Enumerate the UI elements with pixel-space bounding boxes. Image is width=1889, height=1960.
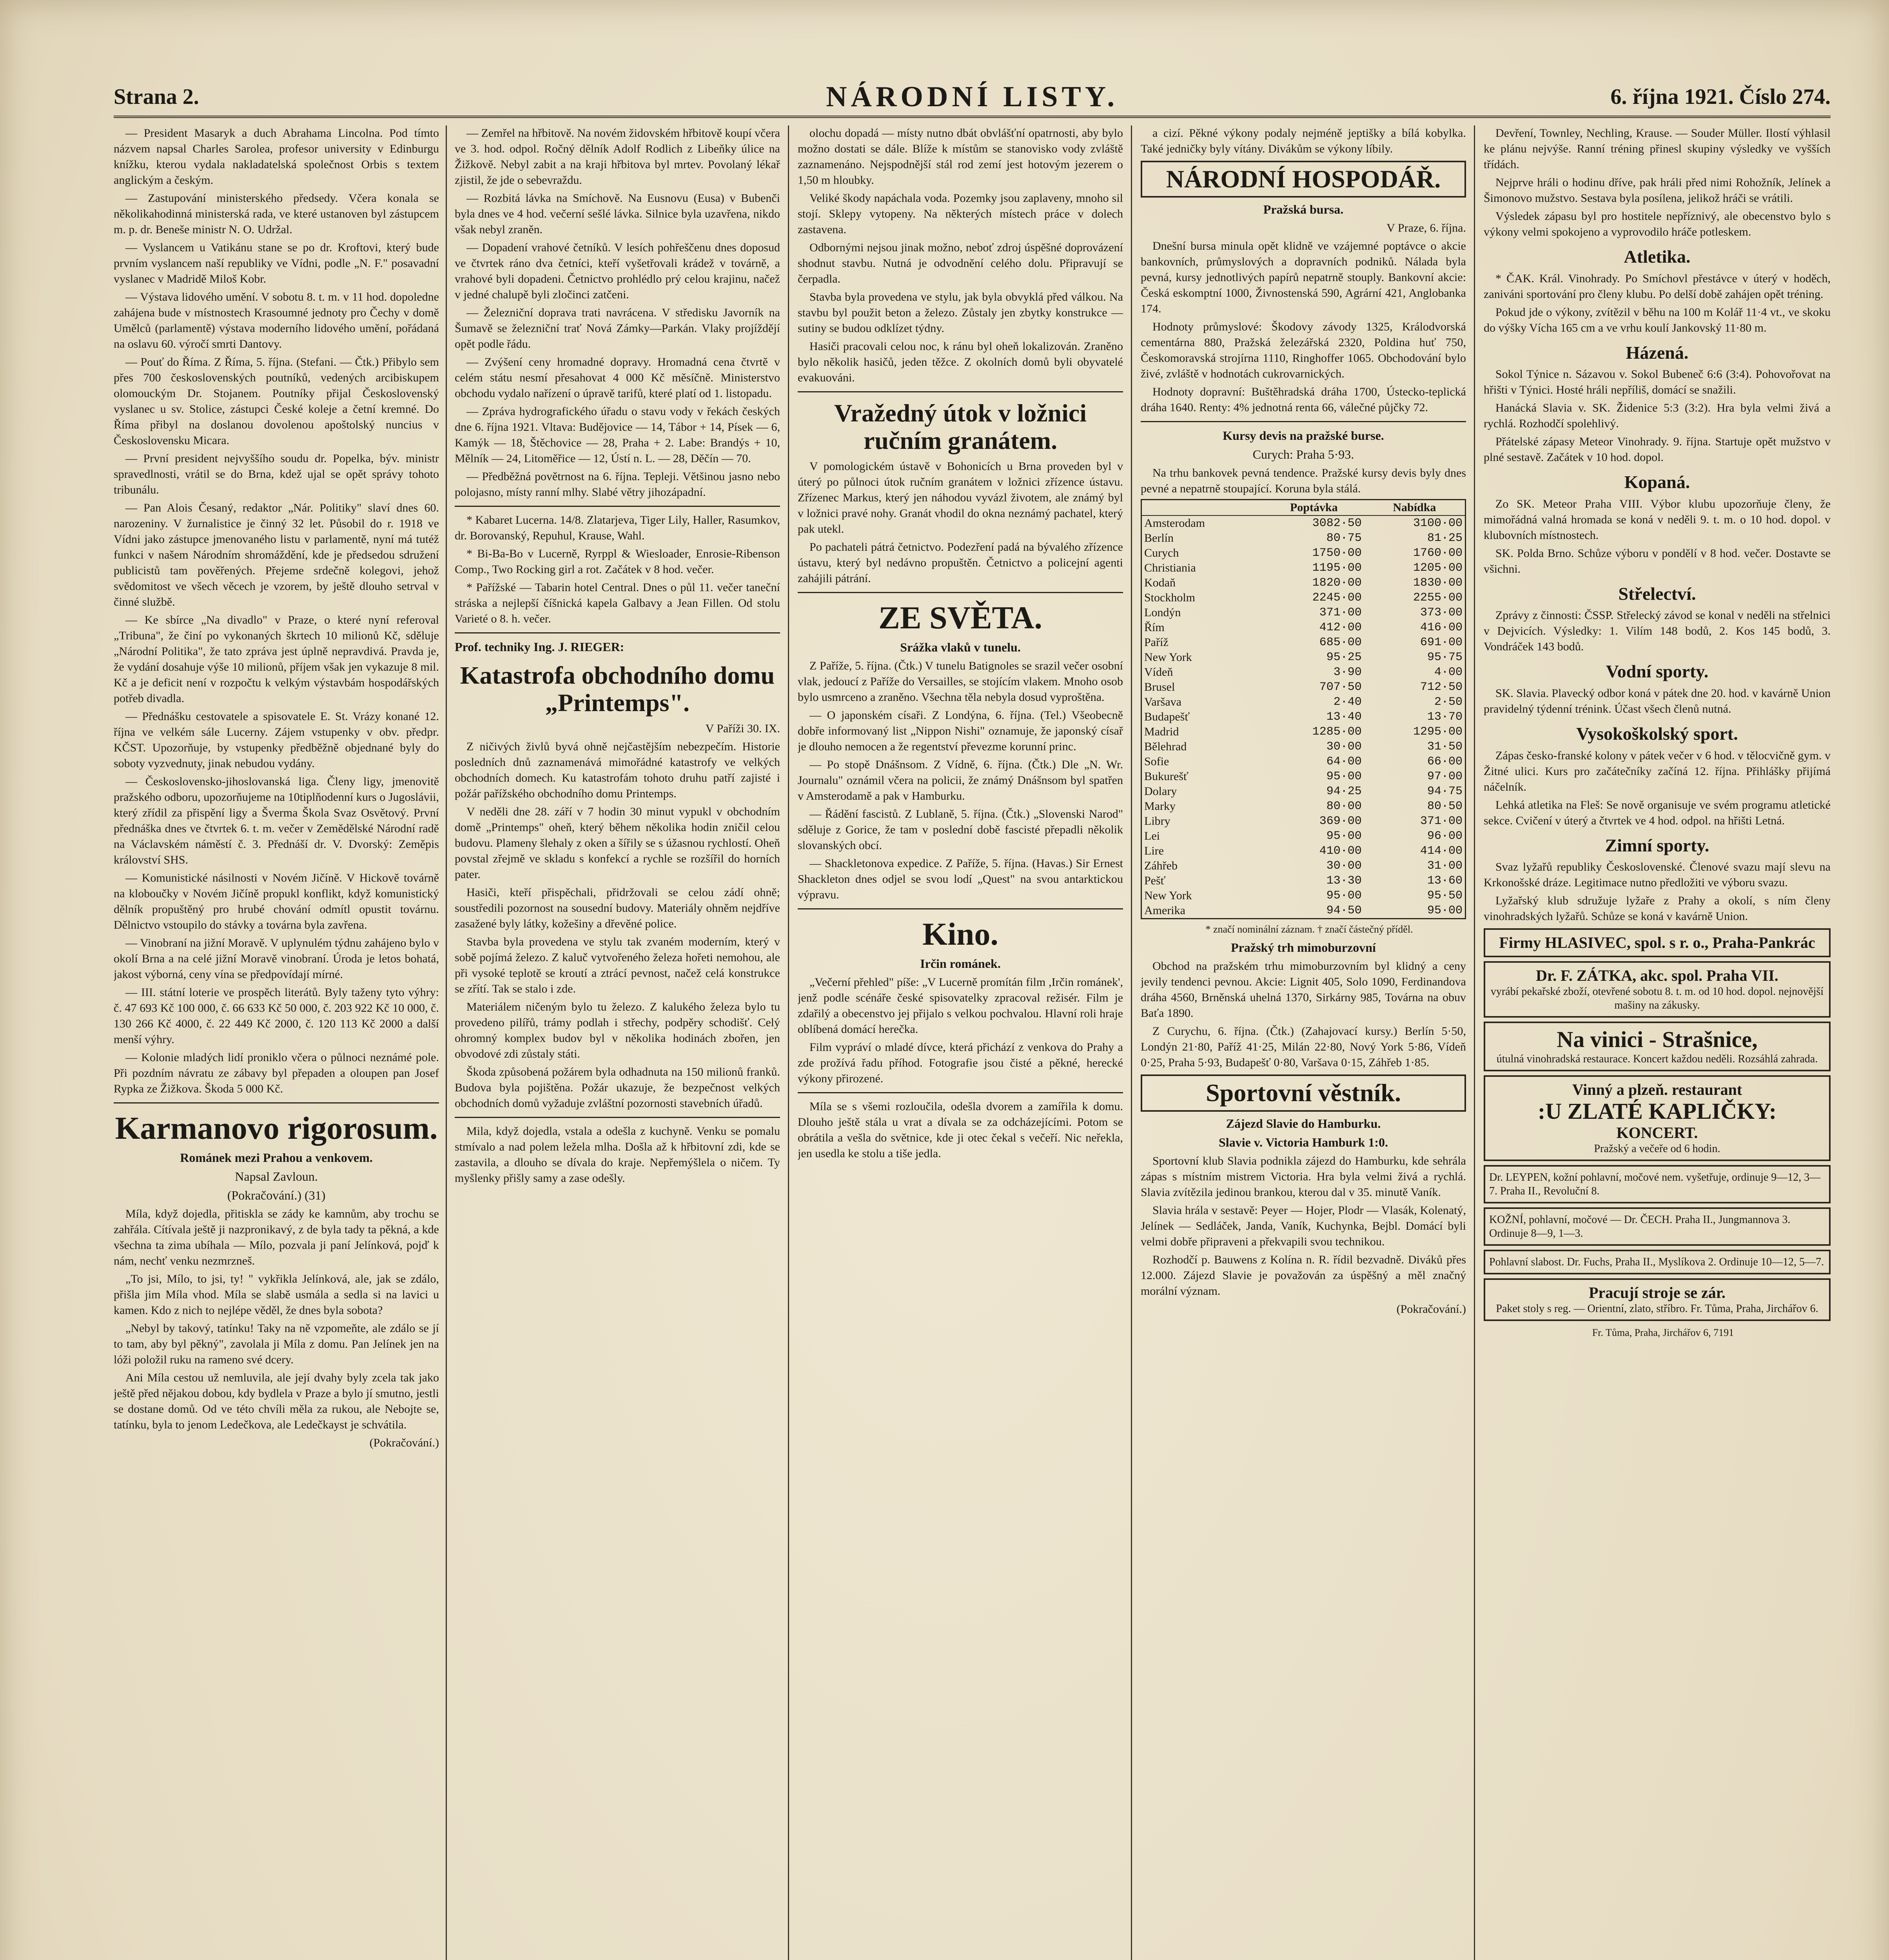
rate-value: 95·75 [1427, 651, 1463, 664]
sport-item: Pokud jde o výkony, zvítězil v běhu na 100 m Kolář 11·4 vt., ve skoku do výšky Vícha 165 cm a ve vrhu koulí Jankovský 11·80 m. [1484, 305, 1831, 334]
table-row [1141, 754, 1466, 769]
article-paragraph: Po pachateli pátrá četnictvo. Podezření padá na bývalého zřízence ústavu, který byl nedávno propuštěn. Četnictvo a policejní agenti zahájili pátrání. [798, 540, 1123, 585]
currency-name: Amerika [1144, 904, 1185, 917]
column-rule [788, 125, 789, 1960]
rate-value: 410·00 [1319, 844, 1362, 858]
article-paragraph: Škoda způsobená požárem byla odhadnuta na 150 milionů franků. Budova byla pojištěna. Požár ukazuje, že bezpečnost velkých obchodních domů vyžaduje zvláštní pozornosti stavebních úřadů. [455, 1065, 780, 1110]
rate-value: 95·00 [1427, 904, 1463, 918]
section-header-box [1141, 1074, 1466, 1111]
column-rule [1131, 125, 1132, 1960]
sport-item: Zo SK. Meteor Praha VIII. Výbor klubu upozorňuje členy, že mimořádná valná hromada se koná v neděli 9. t. m. o 10 hod. dopol. v klubovních místnostech. [1484, 497, 1831, 542]
sport-item: SK. Slavia. Plavecký odbor koná v pátek dne 20. hod. v kavárně Union pravidelný týdenní trénink. Účast všech členů nutná. [1484, 686, 1831, 715]
rate-value: 369·00 [1319, 815, 1362, 828]
currency-name: New York [1144, 651, 1192, 664]
rate-value: 64·00 [1326, 755, 1362, 769]
article-paragraph: V pomologickém ústavě v Bohonicích u Brna proveden byl v úterý po půlnoci útok ručním granátem v ložnici zřízence ústavu. Zřízenec Markus, který jen náhodou vyvázl životem, ale známý byl v ložnici pravé nohy. Granát vhodil do okna neznámý pachatel, který pak utekl. [798, 459, 1123, 535]
rate-value: 1750·00 [1312, 546, 1362, 560]
serial-paragraph: „Nebyl by takový, tatínku! Taky na ně vzpomeňte, ale zdálo se jí to tam, aby byl pěkný", zavolala ji Míla z domu. Pan Jelínek jen na lóži položil ruku na rameno své dcery. [114, 1322, 439, 1367]
page-number: Strana 2. [114, 85, 199, 109]
article-paragraph: „Večerní přehled" píše: „V Lucerně promítán film ,Irčin románek', jenž podle scénáře české spisovatelky zpracoval režisér. Film je zdařilý a obecenstvo jej přijalo s velkou pochvalou. Hlavní roli hraje oblíbená domácí herečka. [798, 976, 1123, 1036]
newspaper-title: NÁRODNÍ LISTY. [826, 81, 1118, 113]
news-item: — III. státní loterie ve prospěch literátů. Byly taženy tyto výhry: č. 47 693 Kč 100 000, č. 66 633 Kč 50 000, č. 203 922 Kč 10 000, č. 130 266 Kč 4000, č. 22 449 Kč 2000, č. 120 113 Kč 2000 a další menší výhry. [114, 986, 439, 1046]
rate-value: 95·50 [1427, 889, 1463, 903]
news-item: — Rozbitá lávka na Smíchově. Na Eusnovu (Eusa) v Bubenči byla dnes ve 4 hod. večerní sešlé lávka. Silnice byla uzavřena, nikdo však nebyl zraněn. [455, 192, 780, 236]
table-row [1141, 873, 1466, 888]
table-body [1141, 515, 1466, 919]
serial-title: Karmanovo rigorosum. [115, 1110, 438, 1146]
serial-paragraph: „To jsi, Mílo, to jsi, ty! " vykřikla Jelínková, ale, jak se zdálo, přišla jim Míla vhod. Míla se slabě usmála a sedla si na lavici u kamen. Kdo z nich to nejlépe věděl, že dnes byla sobota? [114, 1272, 439, 1317]
rate-value: 13·60 [1427, 874, 1463, 888]
table-row [1141, 620, 1466, 635]
news-item: — Československo-jihoslovanská liga. Členy ligy, jmenovitě pražského odboru, upozorňujeme na 10tiplňodenní kurs o Jugoslávii, který zřídil za přispění ligy a Šverma Škola Svaz Osvětový. První přednáška dnes ve čtvrtek 6. t. m. večer v Zemědělské Národní radě na Václavském náměstí č. 3. Přednáší dr. V. Dvorský: Zeměpis království SHS. [114, 775, 439, 866]
rate-value: 1205·00 [1413, 561, 1463, 575]
currency-name: Christiania [1144, 561, 1196, 575]
section-divider [1141, 421, 1466, 422]
rate-value: 81·25 [1427, 532, 1463, 545]
continuation-note: (Pokračování.) [1396, 1302, 1466, 1316]
rate-value: 1285·00 [1312, 725, 1362, 739]
rate-value: 416·00 [1420, 621, 1463, 635]
ad-text: Paket stoly s reg. — Orientní, zlato, stříbro. Fr. Tůma, Praha, Jirchářov 6. [1496, 1302, 1818, 1315]
ad-text: Pražský a večeře od 6 hodin. [1594, 1142, 1720, 1155]
rate-value: 95·00 [1326, 770, 1362, 784]
advertisement [1484, 961, 1831, 1018]
article-paragraph: Devření, Townley, Nechling, Krause. — Souder Müller. Ilostí výhlasil ke plánu nejvýše. Ranní tréning přinesl skupiny výsledky ve vyšších třídách. [1484, 127, 1831, 171]
rate-value: 3·90 [1333, 666, 1362, 679]
serial-paragraph: Ani Míla cestou už nemluvila, ale její dvahy byly zcela tak jako ještě před nějakou dobou, kdy bydlela v Praze a bylo jí smutno, jestli se dostane domů. Od ve této chvíli měla za rukou, ale Nebojte se, tatínku, byla to jenom Ledečkova, ale Ledečkayst je schvátila. [114, 1371, 439, 1432]
table-row [1141, 680, 1466, 695]
sport-section-title: Vodní sporty. [1606, 661, 1709, 682]
article-paragraph: Veliké škody napáchala voda. Pozemky jsou zaplaveny, mnoho sil stojí. Sklepy vytopeny. Na některých místech práce v dolech zastavena. [798, 192, 1123, 236]
rate-value: 95·25 [1326, 651, 1362, 664]
table-footnote: * značí nominální záznam. † značí částečný příděl. [1205, 924, 1413, 935]
news-item: — Zastupování ministerského předsedy. Včera konala se několikahodinná ministerská rada, ve které ustanoven byl zástupcem m. p. dr. Beneše ministr N. O. Udržal. [114, 192, 439, 236]
column-1 [114, 125, 439, 1960]
serial-paragraph: Míla, když dojedla, přitiskla se zády ke kamnům, aby trochu se zahřála. Cítívala ještě ji nazpronikavý, z de byla tady ta pěkná, a kde všechna ta zima ubíhala — Mílo, pozvala ji paní Jelínková, pojď k nám, nechť venku nezmrzneš. [114, 1207, 439, 1268]
article-paragraph: Odbornými nejsou jinak možno, neboť zdroj úspěšné doprovázení shodnut stavbu. Nutná je odvodnění celého dolu. Připravují se čerpadla. [798, 241, 1123, 285]
article-title: Vražedný útok v ložnici ručním granátem. [834, 399, 1087, 455]
news-item: — Předběžná povětrnost na 6. října. Tepleji. Většinou jasno nebo polojasno, místy ranní mlhy. Slabé větry jihozápadní. [455, 470, 780, 499]
currency-name: Vídeň [1144, 666, 1173, 679]
article-paragraph: Dnešní bursa minula opět klidně ve vzájemné poptávce o akcie bankovních, průmyslových a dopravních podniků. Nálada byla pevná, kursy jednotlivých papírů nepatrně stouply. Bankovní akcie: Česká eskomptní 1000, Živnostenská 590, Agrární 421, Anglobanka 174. [1141, 240, 1466, 316]
rate-value: 13·30 [1326, 874, 1362, 888]
rate-value: 80·50 [1427, 800, 1463, 813]
table-row [1141, 799, 1466, 814]
table-row [1141, 784, 1466, 799]
ad-company-name: Dr. F. ZÁTKA, akc. spol. Praha VII. [1536, 967, 1778, 985]
rate-value: 30·00 [1326, 859, 1362, 873]
currency-name: Varšava [1144, 695, 1181, 709]
sport-section-title: Střelectví. [1618, 583, 1696, 604]
table-row [1141, 590, 1466, 605]
table-row [1141, 739, 1466, 754]
continuation-note: (Pokračování.) [369, 1436, 439, 1450]
article-title: Katastrofa obchodního domu „Printemps". [460, 661, 775, 717]
rate-value: 94·25 [1326, 785, 1362, 799]
table-row [1141, 650, 1466, 665]
sport-section-title: Atletika. [1624, 247, 1691, 267]
world-news-item: — Po stopě Dnášnsom. Z Vídně, 6. října. (Čtk.) Dle „N. Wr. Journalu" oznámil včera na policii, že známý Dnášnsom byl spatřen v Amsterodamě a pak v Hamburku. [798, 758, 1123, 802]
news-item: — Dopadení vrahové četníků. V lesích pohřeščenu dnes doposud ve čtvrtek ráno dva četníci, kteří vyšetřovali krádež v továrně, a vrahové byli dopadeni. Četnictvo prohlédlo prý celou krajinu, načež v jedné chalupě byli zločinci zatčeni. [455, 241, 780, 301]
section-title: Sportovní věstník. [1206, 1079, 1401, 1107]
section-divider [798, 1092, 1123, 1093]
currency-name: Stockholm [1144, 591, 1196, 604]
article-subtitle: Kursy devis na pražské burse. [1223, 428, 1384, 443]
news-item: — Zvýšení ceny hromadné dopravy. Hromadná cena čtvrtě v celém státu nesmí přesahovat 4 000 Kč měsíčně. Ministerstvo obchodu vydalo nařízení o úpravě tarifů, které platí od 1. listopadu. [455, 356, 780, 400]
article-paragraph: Na trhu bankovek pevná tendence. Pražské kursy devis byly dnes pevné a nepatrně stoupající. Koruna byla stálá. [1141, 466, 1466, 495]
rate-value: 31·00 [1427, 859, 1463, 873]
ad-headline: Pracují stroje se zár. [1589, 1283, 1726, 1301]
news-item: — Ke sbírce „Na divadlo" v Praze, o které nyní referoval „Tribuna", že činí po vykonaných škrtech 10 milionů Kč, sděluje „Národní Politika", že tato zpráva jest úplně nepravdivá. Pravda je, že vydání dosahuje výše 10 milionů, příjem však jen vykazuje 8 mil. Kč a je deficit není v rozpočtu k velkým výstavbám hospodářských potřeb divadla. [114, 613, 439, 705]
sport-item: Zápas česko-franské kolony v pátek večer v 6 hod. v tělocvičně gym. v Žitné ulici. Kurs pro začátečníky začíná 12. října. Přihlášky přijímá náčelník. [1484, 749, 1831, 793]
rate-value: 691·00 [1420, 636, 1463, 650]
serial-paragraph: Mila, když dojedla, vstala a odešla z kuchyně. Venku se pomalu stmívalo a nad polem ležela mlha. Došla až k hřbitovní zdi, kde se zastavila, a dlouho se dívala do kraje. Nepřemýšlela o ničem. Ty myšlenky přišly samy a zase odešly. [455, 1124, 780, 1185]
news-item: — Pan Alois Česaný, redaktor „Nár. Politiky" slaví dnes 60. narozeniny. V žurnalistice je činný 32 let. Působil do r. 1918 ve Vídni jako zástupce jmenovaného listu v parlamentě, nyní má tutéž funkci v našem Národním shromáždění, kde je předsedou sdružení publicistů tam pověřených. Přejeme srdečně kolegovi, jehož svědomitost ve všech věcech je vzorem, by ještě dlouho setrval v činné službě. [114, 501, 439, 608]
column-4 [1141, 125, 1466, 1960]
rate-value: 371·00 [1319, 606, 1362, 620]
rate-value: 66·00 [1427, 755, 1463, 769]
sport-section-title: Vysokoškolský sport. [1576, 723, 1738, 744]
news-item: — Přednášku cestovatele a spisovatele E. St. Vrázy konané 12. října ve velkém sále Lucerny. Zájem vstupenky v obv. předpr. KČST. Upozorňuje, by vstupenky předběžně objednané byly do soboty vyzvednuty, jinak nebudou vydány. [114, 710, 439, 770]
ad-text: KOŽNÍ, pohlavní, močové — Dr. ČECH. Praha II., Jungmannova 3. Ordinuje 8—9, 1—3. [1489, 1213, 1791, 1240]
rate-value: 1820·00 [1312, 576, 1362, 590]
currency-name: Libry [1144, 815, 1170, 828]
article-paragraph: Film vypráví o mladé dívce, která přichází z venkova do Prahy a zde prožívá řadu příhod. Fotografie jsou čisté a pěkné, herecké výkony přirozené. [798, 1041, 1123, 1085]
section-divider [798, 592, 1123, 593]
article-subtitle: Irčin románek. [920, 956, 1001, 971]
currency-name: Paříž [1144, 636, 1169, 649]
ad-text: útulná vinohradská restaurace. Koncert každou neděli. Rozsáhlá zahrada. [1496, 1053, 1818, 1065]
advertisement [1484, 1075, 1831, 1161]
section-header-box [1141, 161, 1466, 198]
rate-value: 414·00 [1420, 844, 1463, 858]
rate-value: 30·00 [1326, 740, 1362, 754]
article-subtitle: Srážka vlaků v tunelu. [900, 640, 1021, 654]
rate-value: 13·70 [1427, 710, 1463, 724]
news-item: — Výstava lidového umění. V sobotu 8. t. m. v 11 hod. dopoledne zahájena bude v místnostech Krasoumné jednoty pro Čechy v domě Umělců (parlamentě) výstava moderního lidového umění, pořádaná na oslavu 60. výročí smrti Dantovy. [114, 290, 439, 350]
currency-name: Dolary [1144, 785, 1177, 798]
section-divider [455, 1117, 780, 1118]
article-paragraph: olochu dopadá — místy nutno dbát obvlášťní opatrnosti, aby bylo možno dostati se dále. Blíže k místům se stanovisko vody zvláště zaznamenáno. Nejspodnější stál rod zemí jest hotovým jezerem o 1,50 m hloubky. [798, 127, 1123, 187]
rate-value: 2·50 [1434, 695, 1463, 709]
column-5 [1484, 125, 1831, 1960]
article-paragraph: a cizí. Pěkné výkony podaly nejméně jeptišky a bílá kobylka. Také jedničky byly vítány. Divákům se výkony líbily. [1141, 127, 1466, 155]
rate-value: 371·00 [1420, 815, 1463, 828]
news-item: — Železniční doprava trati navrácena. V středisku Javorník na Šumavě se železniční trať Nová Zámky—Parkán. Vlaky projíždějí opět podle řádu. [455, 306, 780, 350]
table-header [1141, 500, 1264, 516]
news-item: — Vyslancem u Vatikánu stane se po dr. Kroftovi, který bude prvním vyslancem naší republiky ve Vídni, podle „N. F." posavadní vyslanec v Madridě Miloš Kobr. [114, 241, 439, 285]
advertisement [1484, 1250, 1831, 1274]
sport-item: SK. Polda Brno. Schůze výboru v pondělí v 8 hod. večer. Dostavte se všichni. [1484, 546, 1831, 575]
sport-item: Zprávy z činnosti: ČSSP. Střelecký závod se konal v neděli na střelnici v Dejvicích. Výsledky: 1. Vilím 148 bodů, 2. Kos 145 bodů, 3. Vondráček 143 bodů. [1484, 609, 1831, 653]
news-item: — Zpráva hydrografického úřadu o stavu vody v řekách českých dne 6. října 1921. Vltava: Budějovice — 14, Tábor + 14, Písek — 6, Kamýk — 18, Štěchovice — 28, Praha + 2. Labe: Brandýs + 10, Mělník — 24, Litoměřice — 12, Ústí n. L. — 28, Děčín — 70. [455, 405, 780, 465]
rate-value: 1295·00 [1413, 725, 1463, 739]
news-item: — První president nejvyššího soudu dr. Popelka, býv. ministr spravedlnosti, vrátil se do Brna, kdež ujal se opět správy tohoto tribunálu. [114, 452, 439, 496]
article-paragraph: Z ničivých živlů byvá ohně nejčastějším nebezpečím. Historie posledních dnů zaznamenává mimořádné katastrofy ve velkých obchodních domech. Ku katastrofám tohoto druhu patří zajisté i požár pařížského obchodního domu Printemps. [455, 740, 780, 800]
exchange-rates-table [1141, 499, 1466, 919]
currency-name: Marky [1144, 800, 1176, 813]
world-news-item: Z Paříže, 5. října. (Čtk.) V tunelu Batignoles se srazil večer osobní vlak, jedoucí z Paříže do Versailles, se stojícím vlakem. Mnoho osob bylo usmrceno a zraněno. Všechna těla nebyla dosud vyproštěna. [798, 659, 1123, 704]
rate-value: 94·75 [1427, 785, 1463, 799]
rate-value: 3100·00 [1413, 517, 1463, 530]
rate-value: 94·50 [1326, 904, 1362, 918]
sport-section-title: Kopaná. [1624, 472, 1690, 492]
sport-item: Přátelské zápasy Meteor Vinohrady. 9. října. Startuje opět mužstvo v plné sestavě. Začátek v 10 hod. dopol. [1484, 435, 1831, 464]
table-row [1141, 858, 1466, 873]
table-row [1141, 575, 1466, 590]
table-row [1141, 605, 1466, 620]
section-title: Kino. [922, 916, 998, 952]
table-row [1141, 710, 1466, 724]
table-row [1141, 829, 1466, 844]
ad-company-name: Firmy HLASIVEC, spol. s r. o., Praha-Pankrác [1499, 934, 1815, 952]
currency-name: New York [1144, 889, 1192, 902]
sport-item: Lehká atletika na Fleš: Se nově organisuje ve svém programu atletické sekce. Cvičení v úterý a čtvrtek ve 4 hod. odpol. na hřišti Letná. [1484, 798, 1831, 827]
rate-value: 3082·50 [1312, 517, 1362, 530]
table-row [1141, 769, 1466, 784]
currency-name: Curych [1144, 546, 1179, 560]
entertainment-ad: * Bi-Ba-Bo v Lucerně, Ryrppl & Wiesloader, Enrosie-Ribenson Comp., Two Rocking girl a rot. Začátek v 8 hod. večer. [455, 547, 780, 576]
rate-value: 1195·00 [1312, 561, 1362, 575]
currency-name: Pešť [1144, 874, 1166, 887]
column-2 [455, 125, 780, 1960]
article-subtitle: Pražská bursa. [1263, 202, 1344, 217]
advertisement [1484, 1022, 1831, 1071]
rate-value: 712·50 [1420, 681, 1463, 694]
currency-name: Londýn [1144, 606, 1181, 619]
sport-item: Hanácká Slavia v. SK. Židenice 5:3 (3:2). Hra byla velmi živá a rychlá. Rozhodčí spolehlivý. [1484, 401, 1831, 430]
ad-text: Dr. LEYPEN, kožní pohlavní, močové nem. vyšetřuje, ordinuje 9—12, 3—7. Praha II., Revoluční 8. [1489, 1171, 1821, 1197]
currency-name: Záhřeb [1144, 859, 1178, 873]
article-paragraph: V neděli dne 28. září v 7 hodin 30 minut vypukl v obchodním domě „Printemps" oheň, který během několika hodin zničil celou budovu. Plameny šlehaly z oken a šířily se s úžasnou rychlostí. Oheň povstal zřejmě ve skladu s konfekcí a rychle se rozšířil do horních pater. [455, 805, 780, 881]
footer-note: Fr. Tůma, Praha, Jirchářov 6, 7191 [1592, 1327, 1734, 1338]
currency-name: Sofie [1144, 755, 1169, 768]
ad-line: KONCERT. [1616, 1123, 1698, 1142]
world-news-item: — Shackletonova expedice. Z Paříže, 5. října. (Havas.) Sir Ernest Shackleton dnes odjel se svou lodí „Quest" na svou antarktickou výpravu. [798, 857, 1123, 901]
article-author: Prof. techniky Ing. J. RIEGER: [455, 640, 624, 654]
rate-value: 2·40 [1333, 695, 1362, 709]
article-paragraph: Materiálem ničeným bylo tu železo. Z kalukého železa bylo tu provedeno pilířů, trámy podlah i střechy, podpěry schodišť. Celý ohromný komplex budov byl v několika hodinách zbořen, jen obvodové zdi zůstaly státi. [455, 1000, 780, 1060]
article-paragraph: Sportovní klub Slavia podnikla zájezd do Hamburku, kde sehrála zápas s místním mistrem Victoria. Hra byla velmi živá a rychlá. Slavia zvítězila jedinou brankou, kterou dal v 35. minutě Vaník. [1141, 1154, 1466, 1199]
table-row [1141, 515, 1466, 531]
rate-value: 96·00 [1427, 829, 1463, 843]
table-row [1141, 724, 1466, 739]
news-item: — Komunistické násilnosti v Novém Jičíně. V Hickově továrně na kloboučky v Novém Jičíně propukl konflikt, když komunistický dělník propuštěný pro hrubé chování odmítl opustit továrnu. Dělnictvo vstoupilo do stávky a továrna byla zavřena. [114, 871, 439, 931]
section-title: NÁRODNÍ HOSPODÁŘ. [1166, 165, 1441, 193]
article-dateline: V Paříži 30. IX. [705, 722, 780, 735]
currency-name: Lire [1144, 844, 1164, 858]
article-paragraph: Výsledek zápasu byl pro hostitele nepříznivý, ale obecenstvo bylo s výkony velmi spokojeno a vyprovodilo hráče potleskem. [1484, 210, 1831, 238]
currency-name: Berlín [1144, 532, 1174, 545]
currency-name: Řím [1144, 621, 1165, 634]
rate-value: 373·00 [1420, 606, 1463, 620]
news-item: — Kolonie mladých lidí proniklo včera o půlnoci neznámé pole. Při pozdním návratu ze zábavy byl přepaden a oloupen pan Josef Rypka ze Žižkova. Škoda 5 000 Kč. [114, 1051, 439, 1095]
section-title: ZE SVĚTA. [878, 599, 1042, 635]
article-paragraph: Stavba byla provedena ve stylu, jak byla obvyklá před válkou. Na stavbu byl použit beton a železo. Zůstaly jen zbytky konstrukce — sutiny se budou odklízet týdny. [798, 290, 1123, 335]
currency-name: Lei [1144, 829, 1160, 843]
table-row [1141, 546, 1466, 561]
ad-line: Vinný a plzeň. restaurant [1572, 1080, 1742, 1098]
serial-subtitle: Románek mezi Prahou a venkovem. [180, 1151, 373, 1165]
advertisement [1484, 1165, 1831, 1203]
article-subtitle: Pražský trh mimoburzovní [1231, 940, 1376, 955]
sport-item: * ČAK. Král. Vinohrady. Po Smíchovl přestávce v úterý v hoděch, zaniváni sportování pro členy klubu. Po delší době zahájen opět tréning. [1484, 272, 1831, 301]
sport-section-title: Zimní sporty. [1605, 835, 1709, 855]
table-row [1141, 814, 1466, 829]
article-subtitle: Zájezd Slavie do Hamburku. [1226, 1116, 1381, 1131]
column-rule [1474, 125, 1475, 1960]
section-divider [455, 632, 780, 633]
rate-value: 31·50 [1427, 740, 1463, 754]
section-divider [455, 506, 780, 507]
article-paragraph: Nejprve hráli o hodinu dříve, pak hráli před nimi Rohožník, Jelínek a Šimonovo mužstvo. Sestava byla posílena, jelikož hráči se vrátili. [1484, 176, 1831, 205]
section-divider [798, 391, 1123, 392]
article-paragraph: Slavia hrála v sestavě: Peyer — Hojer, Plodr — Vlasák, Kolenatý, Jelínek — Sedláček, Janda, Vaník, Kuchynka, Bejbl. Domácí byli velmi dobře připraveni a překvapili svou technikou. [1141, 1203, 1466, 1248]
table-row [1141, 665, 1466, 680]
article-dateline: Curych: Praha 5·93. [1252, 447, 1354, 462]
serial-paragraph: Míla se s všemi rozloučila, odešla dvorem a zamířila k domu. Dlouho ještě stála u vrat a dívala se za odcházejícími. Potom se obrátila a vešla do světnice, kde ji otec čekal s večeří. Nic neřekla, jen usedla ke stolu a tiše jedla. [798, 1100, 1123, 1160]
rate-value: 2255·00 [1413, 591, 1463, 605]
table-row [1141, 695, 1466, 710]
article-paragraph: Rozhodčí p. Bauwens z Kolína n. R. řídil bezvadně. Diváků přes 12.000. Zájezd Slavie je považován za úspěšný a měl značný morální význam. [1141, 1253, 1466, 1298]
serial-continuation: (Pokračování.) (31) [227, 1188, 326, 1203]
article-paragraph: Hodnoty průmyslové: Škodovy závody 1325, Králodvorská cementárna 880, Pražská železářská 2320, Poldina huť 750, Českomoravská strojírna 1110, Ringhoffer 1065. Obchodování bylo živé, zvláště v hodnotách cukrovarnických. [1141, 320, 1466, 381]
advertisement [1484, 1207, 1831, 1246]
news-item: — President Masaryk a duch Abrahama Lincolna. Pod tímto názvem napsal Charles Sarolea, profesor university v Edinburgu knížku, kterou vydala nakladatelská společnost Orbis s textem anglickým a českým. [114, 127, 439, 187]
article-paragraph: Hodnoty dopravní: Buštěhradská dráha 1700, Ústecko-teplická dráha 1640. Renty: 4% jednotná renta 66, válečné půjčky 72. [1141, 385, 1466, 414]
section-divider [114, 1102, 439, 1103]
currency-name: Madrid [1144, 725, 1179, 739]
column-rule [446, 125, 447, 1960]
rate-value: 1830·00 [1413, 576, 1463, 590]
currency-name: Bukurešť [1144, 770, 1189, 783]
ad-headline: :U ZLATÉ KAPLIČKY: [1537, 1098, 1777, 1124]
rate-value: 95·00 [1326, 889, 1362, 903]
ad-text: Pohlavní slabost. Dr. Fuchs, Praha II., Myslíkova 2. Ordinuje 10—12, 5—7. [1489, 1256, 1824, 1268]
entertainment-ad: * Pařížské — Tabarin hotel Central. Dnes o půl 11. večer taneční stráska a nejlepší číšnická kapela Galbavy a Jean Fillen. Od stolu Varieté o 8. h. večer. [455, 581, 780, 625]
rate-value: 13·40 [1326, 710, 1362, 724]
news-item: — Pouť do Říma. Z Říma, 5. října. (Stefani. — Čtk.) Přibylo sem přes 700 československých poutníků, vedených arcibiskupem olomouckým Dr. Stojanem. Poutníky přijal Československý vyslanec u sv. Stolice, zástupci České koleje a četní kremné. Do Říma přibyl na doslanou dovolenou apoštolský nuncius v Československu Micara. [114, 356, 439, 447]
table-header-row [1141, 500, 1466, 516]
rate-value: 97·00 [1427, 770, 1463, 784]
advertisement [1484, 1278, 1831, 1321]
article-paragraph: Hasiči pracovali celou noc, k ránu byl oheň lokalizován. Zraněno bylo několik hasičů, jeden těžce. Z okolních domů byli obyvatelé evakuováni. [798, 340, 1123, 384]
column-3 [798, 125, 1123, 1960]
rate-value: 685·00 [1319, 636, 1362, 650]
rate-value: 412·00 [1319, 621, 1362, 635]
section-divider [798, 908, 1123, 909]
table-row [1141, 531, 1466, 546]
table-row [1141, 844, 1466, 858]
table-row [1141, 888, 1466, 903]
rate-value: 80·75 [1326, 532, 1362, 545]
table-header: Poptávka [1264, 500, 1364, 516]
table-row [1141, 635, 1466, 650]
table-row [1141, 561, 1466, 575]
world-news-item: — Řádění fascistů. Z Lublaně, 5. října. (Čtk.) „Slovenski Narod" sděluje z Gorice, že tam v poslední době fascisté přepadli několik slovanských obcí. [798, 807, 1123, 852]
news-item: — Zemřel na hřbitově. Na novém židovském hřbitově koupí včera ve 3. hod. odpol. Ročný dělník Adolf Rodlich z Libeňky úlice na Žižkově. Nebyl zabit a na kraji hřbitova byl mrtev. Povolaný lékař zjistil, že jde o sebevraždu. [455, 127, 780, 187]
article-paragraph: Z Curychu, 6. října. (Čtk.) (Zahajovací kursy.) Berlín 5·50, Londýn 21·80, Paříž 41·25, Milán 22·80, Nový York 5·86, Vídeň 0·25, Praha 5·93, Budapešť 0·80, Varšava 0·15, Záhřeb 1·85. [1141, 1025, 1466, 1069]
currency-name: Kodaň [1144, 576, 1176, 590]
article-paragraph: Obchod na pražském trhu mimoburzovním byl klidný a ceny jevily tendenci pevnou. Akcie: Lignit 405, Solo 1090, Ferdinandova dráha 4560, Brněnská uhelná 1370, Sirkárny 985, Továrna na obuv Baťa 1890. [1141, 960, 1466, 1020]
rate-value: 707·50 [1319, 681, 1362, 694]
rate-value: 2245·00 [1312, 591, 1362, 605]
serial-author: Napsal Zavloun. [235, 1169, 318, 1184]
ad-headline: Na vinici - Strašnice, [1557, 1027, 1758, 1053]
news-item: — Vinobraní na jižní Moravě. V uplynulém týdnu zahájeno bylo v okolí Brna a na celé jižní Moravě vinobraní. Úroda je letos bohatá, jakost výborná, ceny vína se předpovídají mírné. [114, 936, 439, 981]
advertisement [1484, 928, 1831, 957]
sport-item: Svaz lyžařů republiky Československé. Členové svazu mají slevu na Krkonošské dráze. Legitimace nutno předložiti ve výboru svazu. [1484, 860, 1831, 889]
issue-date: 6. října 1921. Číslo 274. [1610, 85, 1831, 109]
article-dateline: V Praze, 6. října. [1386, 221, 1466, 235]
currency-name: Bělehrad [1144, 740, 1187, 753]
ad-text: vyrábí pekařské zboží, otevřené sobotu 8. t. m. od 10 hod. dopol. nejnovější mašiny na zákusky. [1490, 985, 1824, 1012]
rate-value: 80·00 [1326, 800, 1362, 813]
match-result: Slavie v. Victoria Hamburk 1:0. [1219, 1135, 1388, 1149]
currency-name: Amsterodam [1144, 517, 1205, 530]
rate-value: 95·00 [1326, 829, 1362, 843]
world-news-item: — O japonském císaři. Z Londýna, 6. října. (Tel.) Všeobecně dobře informovaný list „Nippon Nishi" oznamuje, že japonský císař je dlouho nemocen a že regentství převezme korunní princ. [798, 708, 1123, 753]
currency-name: Budapešť [1144, 710, 1190, 724]
table-row [1141, 903, 1466, 919]
rate-value: 1760·00 [1413, 546, 1463, 560]
sport-item: Sokol Týnice n. Sázavou v. Sokol Bubeneč 6:6 (3:4). Pohovořovat na hřišti v Týnici. Hosté hráli nepříliš, domácí se snažili. [1484, 368, 1831, 397]
entertainment-ad: * Kabaret Lucerna. 14/8. Zlatarjeva, Tiger Lily, Haller, Rasumkov, dr. Borovanský, Repuhul, Krause, Wahl. [455, 514, 780, 542]
article-paragraph: Hasiči, kteří přispěchali, přidržovali se celou zádí ohně; soustředili pozornost na sousední budovy. Materiály ohněm nejdříve zasažené byly látky, kožešiny a dřevěné police. [455, 886, 780, 930]
sport-section-title: Házená. [1626, 342, 1689, 363]
currency-name: Brusel [1144, 681, 1175, 694]
table-header: Nabídka [1364, 500, 1466, 516]
article-paragraph: Stavba byla provedena ve stylu tak zvaném moderním, který v sobě pojímá železo. Z kaluč vytvořeného železa hořeti nemohou, ale při vysoké teplotě se kroutí a ztrácí pevnost, načež celá konstrukce se zřítí. Tak se stalo i zde. [455, 935, 780, 995]
masthead [114, 80, 1831, 118]
sport-item: Lyžařský klub sdružuje lyžaře z Prahy a okolí, s ním členy vinohradských lyžařů. Schůze se koná v kavárně Union. [1484, 894, 1831, 923]
rate-value: 4·00 [1434, 666, 1463, 679]
